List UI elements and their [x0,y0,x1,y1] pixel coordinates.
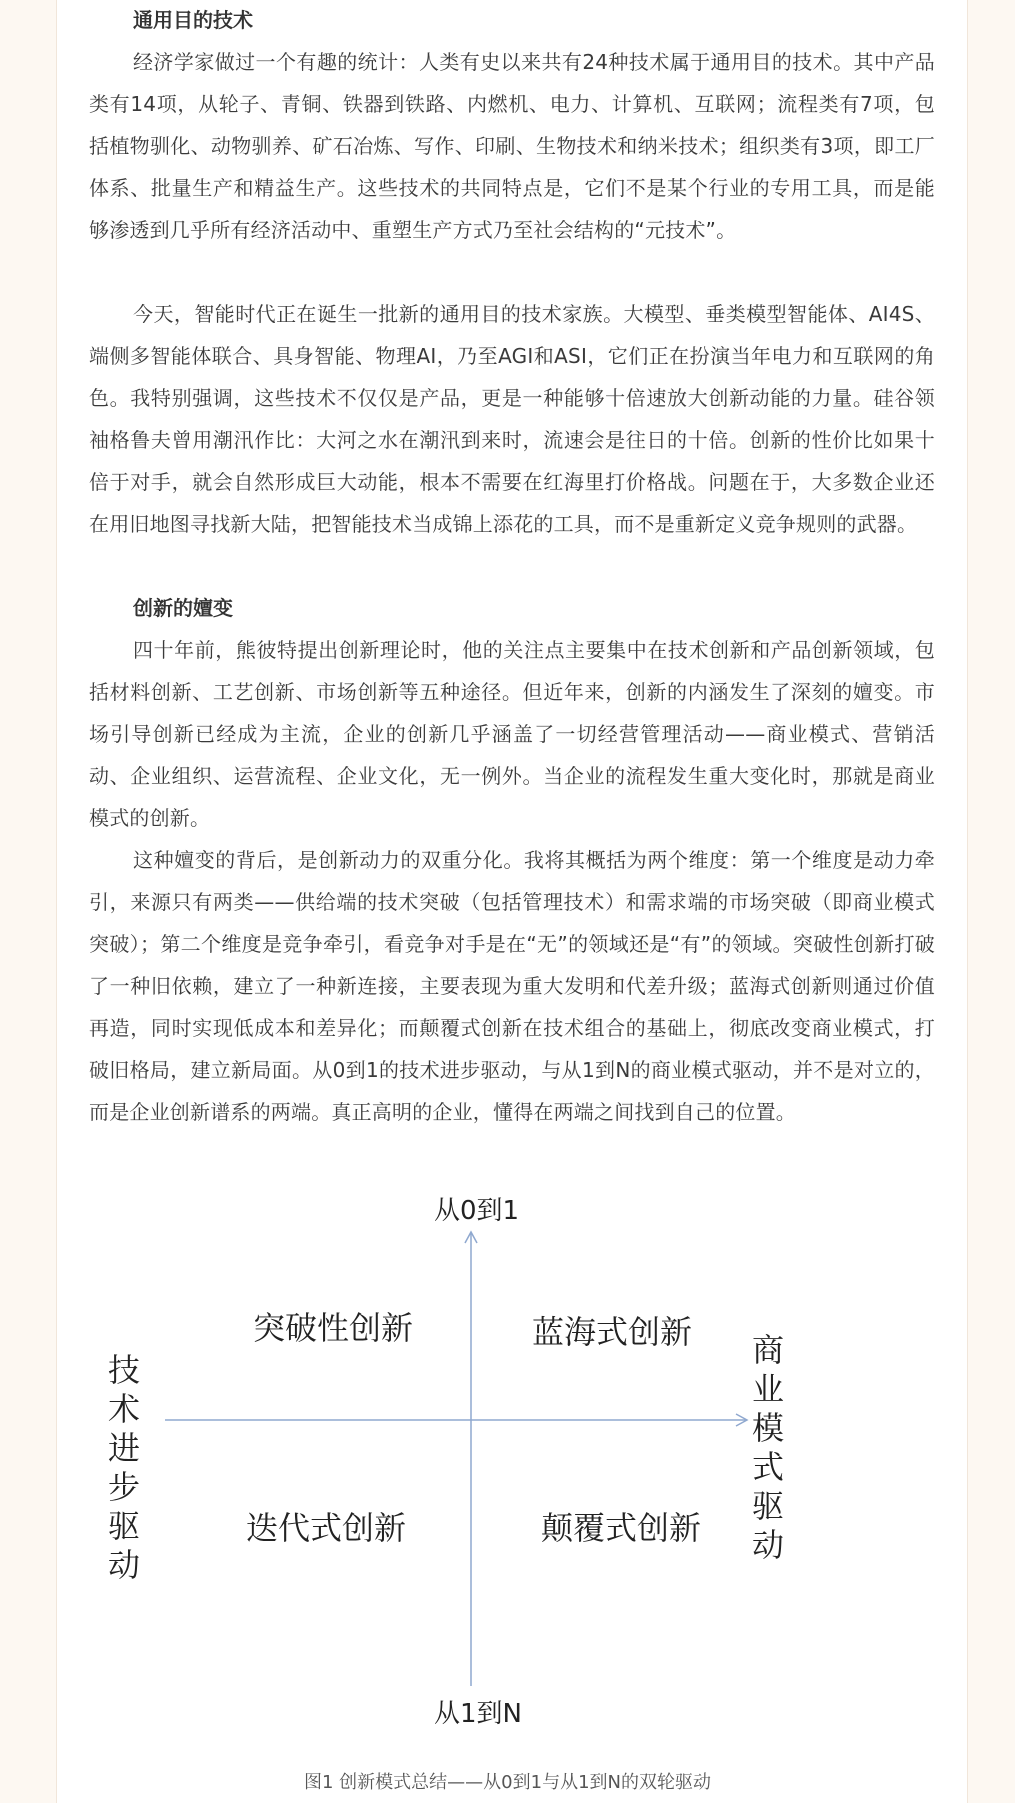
section-heading-general-purpose-tech: 通用目的技术 [133,8,253,32]
paragraph-2: 今天，智能时代正在诞生一批新的通用目的技术家族。大模型、垂类模型智能体、AI4S、端侧多智能体联合、具身智能、物理AI，乃至AGI和ASI，它们正在扮演当年电力和互联网的角色。我特别强调，这些技术不仅仅是产品，更是一种能够十倍速放大创新动能的力量。硅谷领袖格鲁夫曾用潮汛作比：大河之水在潮汛到来时，流速会是往日的十倍。创新的性价比如果十倍于对手，就会自然形成巨大动能，根本不需要在红海里打价格战。问题在于，大多数企业还在用旧地图寻找新大陆，把智能技术当成锦上添花的工具，而不是重新定义竞争规则的武器。 [89,302,935,536]
quadrant-axes [89,1178,935,1748]
quadrant-disruptive: 颠覆式创新 [541,1509,702,1547]
quadrant-iterative: 迭代式创新 [246,1509,407,1547]
section-heading-innovation-evolution: 创新的嬗变 [133,596,233,620]
axis-label-right: 商业模式驱动 [751,1331,784,1564]
quadrant-blue-ocean: 蓝海式创新 [532,1313,693,1351]
paragraph-1: 经济学家做过一个有趣的统计：人类有史以来共有24种技术属于通用目的技术。其中产品类有14项，从轮子、青铜、铁器到铁路、内燃机、电力、计算机、互联网；流程类有7项，包括植物驯化、动物驯养、矿石冶炼、写作、印刷、生物技术和纳米技术；组织类有3项，即工厂体系、批量生产和精益生产。这些技术的共同特点是，它们不是某个行业的专用工具，而是能够渗透到几乎所有经济活动中、重塑生产方式乃至社会结构的“元技术”。 [89,50,935,242]
article-page [56,0,968,1803]
paragraph-4: 这种嬗变的背后，是创新动力的双重分化。我将其概括为两个维度：第一个维度是动力牵引，来源只有两类——供给端的技术突破（包括管理技术）和需求端的市场突破（即商业模式突破）；第二个维度是竞争牵引，看竞争对手是在“无”的领域还是“有”的领域。突破性创新打破了一种旧依赖，建立了一种新连接，主要表现为重大发明和代差升级；蓝海式创新则通过价值再造，同时实现低成本和差异化；而颠覆式创新在技术组合的基础上，彻底改变商业模式，打破旧格局，建立新局面。从0到1的技术进步驱动，与从1到N的商业模式驱动，并不是对立的，而是企业创新谱系的两端。真正高明的企业，懂得在两端之间找到自己的位置。 [89,848,935,1124]
axis-label-top: 从0到1 [434,1196,520,1226]
paragraph-3: 四十年前，熊彼特提出创新理论时，他的关注点主要集中在技术创新和产品创新领域，包括材料创新、工艺创新、市场创新等五种途径。但近年来，创新的内涵发生了深刻的嬗变。市场引导创新已经成为主流，企业的创新几乎涵盖了一切经营管理活动——商业模式、营销活动、企业组织、运营流程、企业文化，无一例外。当企业的流程发生重大变化时，那就是商业模式的创新。 [89,638,935,830]
figure-caption: 图1 创新模式总结——从0到1与从1到N的双轮驱动 [304,1772,711,1793]
axis-label-left: 技术进步驱动 [107,1351,140,1584]
innovation-quadrant-figure [89,1178,935,1748]
axis-label-bottom: 从1到N [434,1699,522,1729]
quadrant-breakthrough: 突破性创新 [253,1309,414,1347]
